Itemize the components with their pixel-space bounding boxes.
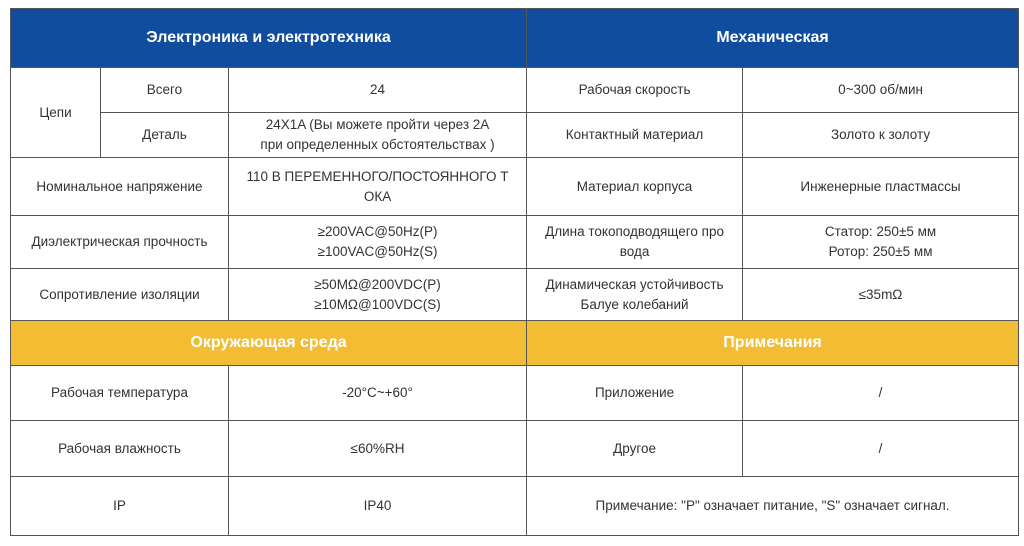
other-value: / xyxy=(743,421,1019,477)
contact-label: Контактный материал xyxy=(527,113,743,158)
voltage-value xyxy=(229,158,527,216)
dielectric-value-line-2: ≥100VAC@50Hz(S) xyxy=(317,244,438,259)
spec-table xyxy=(10,8,1019,536)
insulation-value-line-2: ≥10MΩ@100VDC(S) xyxy=(314,296,441,312)
housing-value: Инженерные пластмассы xyxy=(743,158,1019,216)
lead-length-rotor: Ротор: 250±5 мм xyxy=(828,244,933,259)
table-row xyxy=(11,366,1019,421)
lead-length-label-line-2: вода xyxy=(619,244,650,259)
speed-label: Рабочая скорость xyxy=(527,68,743,113)
dielectric-label: Диэлектрическая прочность xyxy=(11,216,229,269)
housing-label: Материал корпуса xyxy=(527,158,743,216)
dynamic-label-line-1: Динамическая устойчивость xyxy=(545,276,724,292)
lead-length-label-line-1: Длина токоподводящего про xyxy=(545,224,724,239)
detail-value xyxy=(229,113,527,158)
note-text: Примечание: "P" означает питание, "S" означает сигнал. xyxy=(527,477,1019,536)
table-row xyxy=(11,158,1019,216)
humidity-value: ≤60%RH xyxy=(229,421,527,477)
table-row xyxy=(11,477,1019,536)
temperature-value: -20°C~+60° xyxy=(229,366,527,421)
detail-label: Деталь xyxy=(101,113,229,158)
insulation-value-line-1: ≥50MΩ@200VDC(P) xyxy=(314,276,441,292)
other-label: Другое xyxy=(527,421,743,477)
voltage-value-line-1: 110 В ПЕРЕМЕННОГО/ПОСТОЯННОГО Т xyxy=(246,168,509,184)
dielectric-value-line-1: ≥200VAC@50Hz(P) xyxy=(317,224,438,239)
table-row xyxy=(11,68,1019,113)
table-row xyxy=(11,269,1019,321)
mechanical-header: Механическая xyxy=(527,9,1019,68)
table-row xyxy=(11,421,1019,477)
insulation-value xyxy=(229,269,527,321)
table-row xyxy=(11,216,1019,269)
application-label: Приложение xyxy=(527,366,743,421)
application-value: / xyxy=(743,366,1019,421)
dynamic-label xyxy=(527,269,743,321)
notes-header: Примечания xyxy=(527,321,1019,366)
header-row-top xyxy=(11,9,1019,68)
table-row xyxy=(11,113,1019,158)
humidity-label: Рабочая влажность xyxy=(11,421,229,477)
ip-label: IP xyxy=(11,477,229,536)
detail-value-line-2: при определенных обстоятельствах ) xyxy=(260,137,495,152)
voltage-value-line-2: ОКА xyxy=(363,188,392,204)
speed-value: 0~300 об/мин xyxy=(743,68,1019,113)
total-label: Всего xyxy=(101,68,229,113)
environment-header: Окружающая среда xyxy=(11,321,527,366)
lead-length-stator: Статор: 250±5 мм xyxy=(824,224,937,239)
header-row-bottom xyxy=(11,321,1019,366)
lead-length-value xyxy=(743,216,1019,269)
dielectric-value xyxy=(229,216,527,269)
contact-value: Золото к золоту xyxy=(743,113,1019,158)
lead-length-label xyxy=(527,216,743,269)
temperature-label: Рабочая температура xyxy=(11,366,229,421)
voltage-label: Номинальное напряжение xyxy=(11,158,229,216)
circuits-label: Цепи xyxy=(11,68,101,158)
dynamic-value: ≤35mΩ xyxy=(743,269,1019,321)
detail-value-line-1: 24X1A (Вы можете пройти через 2A xyxy=(265,117,490,132)
total-value: 24 xyxy=(229,68,527,113)
electronics-header: Электроника и электротехника xyxy=(11,9,527,68)
insulation-label: Сопротивление изоляции xyxy=(11,269,229,321)
ip-value: IP40 xyxy=(229,477,527,536)
dynamic-label-line-2: Балуе колебаний xyxy=(580,296,689,312)
